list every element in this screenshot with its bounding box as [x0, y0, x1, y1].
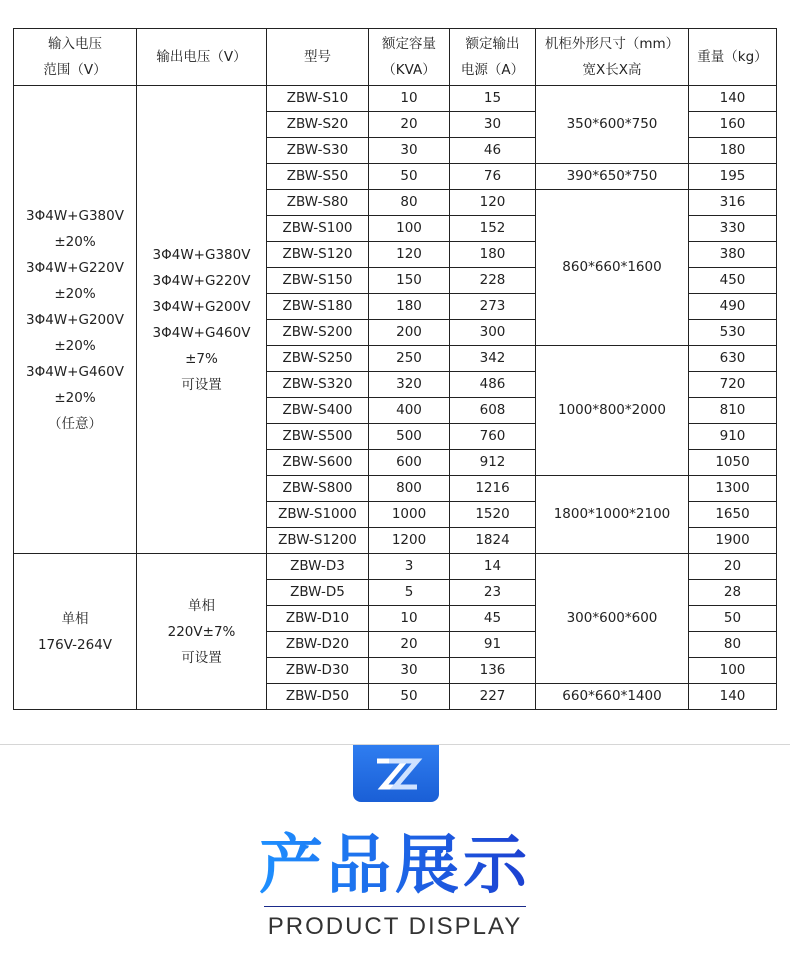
cabinet-size-cell: 300*600*600	[536, 554, 689, 684]
section-title-en: PRODUCT DISPLAY	[267, 913, 523, 940]
table-row	[14, 86, 777, 112]
output-voltage-line: 3Φ4W+G220V	[152, 272, 251, 289]
header-text: 范围（V）	[43, 62, 107, 78]
weight-cell: 195	[689, 164, 777, 190]
capacity-cell: 20	[369, 112, 450, 138]
header-cell	[14, 29, 137, 86]
weight-cell: 630	[689, 346, 777, 372]
current-cell: 227	[450, 684, 536, 710]
capacity-cell: 800	[369, 476, 450, 502]
current-cell: 608	[450, 398, 536, 424]
weight-cell: 450	[689, 268, 777, 294]
cabinet-size-cell: 1800*1000*2100	[536, 476, 689, 554]
model-cell: ZBW-S200	[267, 320, 369, 346]
model-cell: ZBW-S180	[267, 294, 369, 320]
header-text: 型号	[304, 49, 331, 65]
capacity-cell: 120	[369, 242, 450, 268]
weight-cell: 50	[689, 606, 777, 632]
capacity-cell: 400	[369, 398, 450, 424]
weight-cell: 100	[689, 658, 777, 684]
current-cell: 76	[450, 164, 536, 190]
header-text: 宽X长X高	[582, 62, 642, 78]
weight-cell: 140	[689, 86, 777, 112]
current-cell: 1520	[450, 502, 536, 528]
table-row	[14, 554, 777, 580]
header-text: 机柜外形尺寸（mm）	[544, 36, 680, 52]
table-header-row	[14, 29, 777, 86]
output-voltage-line: 可设置	[181, 376, 222, 393]
output-voltage-line: 220V±7%	[167, 623, 236, 640]
capacity-cell: 10	[369, 606, 450, 632]
weight-cell: 720	[689, 372, 777, 398]
cabinet-size-cell: 1000*800*2000	[536, 346, 689, 476]
input-voltage-line: 3Φ4W+G460V	[26, 363, 124, 380]
weight-cell: 20	[689, 554, 777, 580]
header-cell	[267, 29, 369, 86]
output-voltage-cell	[137, 86, 267, 554]
input-voltage-line: ±20%	[54, 233, 96, 250]
current-cell: 15	[450, 86, 536, 112]
capacity-cell: 80	[369, 190, 450, 216]
weight-cell: 80	[689, 632, 777, 658]
model-cell: ZBW-S500	[267, 424, 369, 450]
input-voltage-line: 3Φ4W+G220V	[26, 259, 124, 276]
capacity-cell: 50	[369, 164, 450, 190]
input-voltage-line: ±20%	[54, 337, 96, 354]
title-underline	[264, 906, 526, 907]
model-cell: ZBW-S30	[267, 138, 369, 164]
weight-cell: 140	[689, 684, 777, 710]
header-cell	[689, 29, 777, 86]
current-cell: 23	[450, 580, 536, 606]
current-cell: 300	[450, 320, 536, 346]
current-cell: 228	[450, 268, 536, 294]
model-cell: ZBW-S1000	[267, 502, 369, 528]
weight-cell: 530	[689, 320, 777, 346]
model-cell: ZBW-D20	[267, 632, 369, 658]
capacity-cell: 100	[369, 216, 450, 242]
capacity-cell: 3	[369, 554, 450, 580]
weight-cell: 1650	[689, 502, 777, 528]
cabinet-size-cell: 660*660*1400	[536, 684, 689, 710]
current-cell: 14	[450, 554, 536, 580]
model-cell: ZBW-D5	[267, 580, 369, 606]
input-voltage-cell	[14, 86, 137, 554]
weight-cell: 1050	[689, 450, 777, 476]
output-voltage-line: 可设置	[181, 649, 222, 666]
capacity-cell: 1000	[369, 502, 450, 528]
header-text: 重量（kg）	[697, 49, 768, 65]
model-cell: ZBW-S400	[267, 398, 369, 424]
output-voltage-line: 3Φ4W+G380V	[152, 246, 251, 263]
input-voltage-line: 176V-264V	[37, 636, 113, 653]
model-cell: ZBW-D30	[267, 658, 369, 684]
weight-cell: 1900	[689, 528, 777, 554]
current-cell: 1216	[450, 476, 536, 502]
capacity-cell: 30	[369, 138, 450, 164]
cabinet-size-cell: 860*660*1600	[536, 190, 689, 346]
model-cell: ZBW-S150	[267, 268, 369, 294]
output-voltage-cell	[137, 554, 267, 710]
current-cell: 273	[450, 294, 536, 320]
model-cell: ZBW-S10	[267, 86, 369, 112]
header-text: 输出电压（V）	[156, 49, 247, 65]
header-cell	[137, 29, 267, 86]
header-text: （KVA）	[382, 62, 436, 78]
output-voltage-line: 单相	[188, 597, 215, 614]
weight-cell: 380	[689, 242, 777, 268]
capacity-cell: 5	[369, 580, 450, 606]
spec-table	[13, 28, 777, 710]
input-voltage-cell	[14, 554, 137, 710]
current-cell: 912	[450, 450, 536, 476]
weight-cell: 330	[689, 216, 777, 242]
current-cell: 30	[450, 112, 536, 138]
output-voltage-line: 3Φ4W+G200V	[152, 298, 251, 315]
model-cell: ZBW-D50	[267, 684, 369, 710]
current-cell: 342	[450, 346, 536, 372]
header-cell	[450, 29, 536, 86]
header-cell	[536, 29, 689, 86]
capacity-cell: 200	[369, 320, 450, 346]
current-cell: 91	[450, 632, 536, 658]
current-cell: 136	[450, 658, 536, 684]
model-cell: ZBW-S320	[267, 372, 369, 398]
weight-cell: 1300	[689, 476, 777, 502]
model-cell: ZBW-S600	[267, 450, 369, 476]
weight-cell: 180	[689, 138, 777, 164]
current-cell: 120	[450, 190, 536, 216]
capacity-cell: 180	[369, 294, 450, 320]
input-voltage-line: 3Φ4W+G200V	[26, 311, 124, 328]
capacity-cell: 50	[369, 684, 450, 710]
input-voltage-line: ±20%	[54, 389, 96, 406]
current-cell: 760	[450, 424, 536, 450]
capacity-cell: 10	[369, 86, 450, 112]
input-voltage-line: ±20%	[54, 285, 96, 302]
model-cell: ZBW-S1200	[267, 528, 369, 554]
model-cell: ZBW-S250	[267, 346, 369, 372]
header-text: 电源（A）	[460, 62, 525, 78]
model-cell: ZBW-S80	[267, 190, 369, 216]
output-voltage-line: ±7%	[185, 350, 218, 367]
weight-cell: 28	[689, 580, 777, 606]
capacity-cell: 150	[369, 268, 450, 294]
capacity-cell: 20	[369, 632, 450, 658]
zz-logo-icon	[353, 745, 439, 802]
capacity-cell: 250	[369, 346, 450, 372]
current-cell: 180	[450, 242, 536, 268]
current-cell: 45	[450, 606, 536, 632]
weight-cell: 160	[689, 112, 777, 138]
input-voltage-line: （任意）	[48, 415, 102, 432]
current-cell: 152	[450, 216, 536, 242]
cabinet-size-cell: 390*650*750	[536, 164, 689, 190]
current-cell: 46	[450, 138, 536, 164]
model-cell: ZBW-S50	[267, 164, 369, 190]
capacity-cell: 600	[369, 450, 450, 476]
weight-cell: 810	[689, 398, 777, 424]
current-cell: 1824	[450, 528, 536, 554]
weight-cell: 910	[689, 424, 777, 450]
header-text: 额定输出	[465, 36, 520, 52]
model-cell: ZBW-S800	[267, 476, 369, 502]
capacity-cell: 1200	[369, 528, 450, 554]
input-voltage-line: 单相	[61, 610, 89, 627]
header-cell	[369, 29, 450, 86]
capacity-cell: 500	[369, 424, 450, 450]
header-text: 输入电压	[48, 36, 102, 52]
model-cell: ZBW-D10	[267, 606, 369, 632]
capacity-cell: 30	[369, 658, 450, 684]
cabinet-size-cell: 350*600*750	[536, 86, 689, 164]
weight-cell: 316	[689, 190, 777, 216]
output-voltage-line: 3Φ4W+G460V	[152, 324, 251, 341]
model-cell: ZBW-S20	[267, 112, 369, 138]
input-voltage-line: 3Φ4W+G380V	[26, 207, 124, 224]
model-cell: ZBW-D3	[267, 554, 369, 580]
current-cell: 486	[450, 372, 536, 398]
capacity-cell: 320	[369, 372, 450, 398]
header-text: 额定容量	[382, 36, 436, 52]
model-cell: ZBW-S120	[267, 242, 369, 268]
model-cell: ZBW-S100	[267, 216, 369, 242]
section-title-cn: 产品展示	[259, 829, 531, 903]
weight-cell: 490	[689, 294, 777, 320]
